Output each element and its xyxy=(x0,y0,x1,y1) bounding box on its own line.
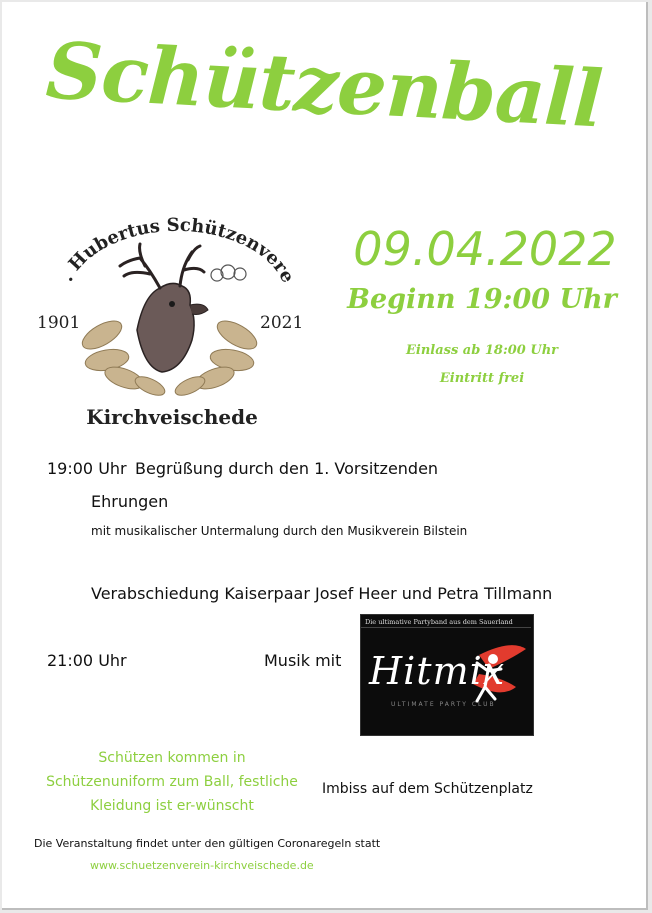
program-item-honors-sub: mit musikalischer Untermalung durch den Musikverein Bilstein xyxy=(91,524,468,538)
program-item-farewell: Verabschiedung Kaiserpaar Josef Heer und Petra Tillmann xyxy=(91,584,553,603)
program-item-honors: Ehrungen xyxy=(91,492,169,511)
event-start-time: Beginn 19:00 Uhr xyxy=(347,284,617,315)
band-logo xyxy=(360,614,534,736)
corona-note: Die Veranstaltung findet unter den gültigen Coronaregeln statt xyxy=(34,837,381,850)
program-time-2: 21:00 Uhr xyxy=(47,651,127,670)
logo-year-right: 2021 xyxy=(260,313,304,333)
poster-page xyxy=(2,2,648,910)
band-tagline: Die ultimative Partyband aus dem Sauerland xyxy=(365,618,513,626)
club-logo xyxy=(32,200,312,432)
band-subline: ULTIMATE PARTY CLUB xyxy=(391,701,496,708)
logo-arc-text: . Hubertus Schützenvere xyxy=(56,214,299,287)
admission-time: Einlass ab 18:00 Uhr xyxy=(405,343,558,358)
band-divider xyxy=(361,627,531,628)
logo-year-left: 1901 xyxy=(37,313,81,333)
admission-fee: Eintritt frei xyxy=(439,371,525,386)
program-time-1: 19:00 Uhr xyxy=(47,459,127,478)
program-item-welcome: Begrüßung durch den 1. Vorsitzenden xyxy=(135,459,439,478)
club-website-link[interactable]: www.schuetzenverein-kirchveischede.de xyxy=(90,859,314,872)
logo-place-name: Kirchveischede xyxy=(86,405,258,429)
stag-head xyxy=(120,244,208,372)
event-date: 09.04.2022 xyxy=(353,222,617,276)
food-note: Imbiss auf dem Schützenplatz xyxy=(322,781,533,797)
breath-cloud-icon xyxy=(211,265,246,281)
poster-title: Schützenball xyxy=(43,25,605,146)
program-music-label: Musik mit xyxy=(264,651,342,670)
uniform-note: Schützen kommen in Schützenuniform zum Ball, festliche Kleidung ist er-wünscht xyxy=(46,750,298,814)
band-name: Hitmix xyxy=(369,649,506,693)
stag-head-emblem-icon xyxy=(32,200,312,432)
